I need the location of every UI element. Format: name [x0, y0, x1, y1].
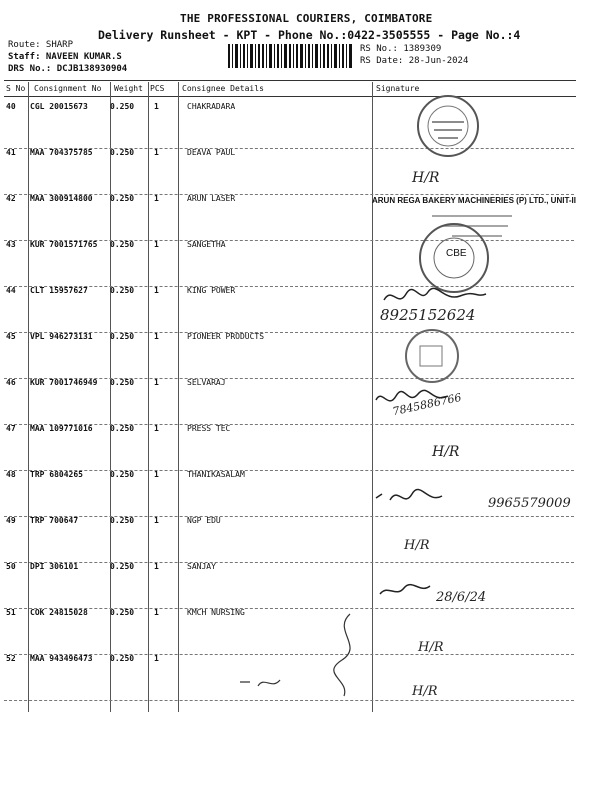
- row-pcs: 1: [154, 424, 159, 433]
- row-sno: 43: [6, 240, 16, 249]
- handwritten-signature-image: [320, 610, 370, 700]
- row-consignment: MAA 109771016: [30, 424, 93, 433]
- col-consignment: Consignment No: [34, 84, 102, 93]
- row-consignee: DEAVA PAUL: [187, 148, 236, 157]
- row-sno: 40: [6, 102, 16, 111]
- row-pcs: 1: [154, 654, 159, 663]
- table-row: [4, 654, 584, 700]
- row-sno: 42: [6, 194, 16, 203]
- barcode-image: [228, 44, 354, 68]
- row-sno: 47: [6, 424, 16, 433]
- table-top-border: [4, 80, 576, 81]
- row-sno: 44: [6, 286, 16, 295]
- row-weight: 0.250: [110, 516, 135, 525]
- row-pcs: 1: [154, 378, 159, 387]
- handwritten-signature-image: [376, 578, 436, 602]
- table-row: [4, 148, 584, 194]
- row-consignment: MAA 943496473: [30, 654, 93, 663]
- table-row: [4, 424, 584, 470]
- row-consignee: THANIKASALAM: [187, 470, 245, 479]
- signature-date: 28/6/24: [436, 590, 487, 605]
- signature-handwriting: H/R: [432, 444, 460, 460]
- route-label: Route: SHARP: [8, 40, 74, 50]
- row-weight: 0.250: [110, 608, 135, 617]
- row-pcs: 1: [154, 332, 159, 341]
- staff-label: Staff: NAVEEN KUMAR.S: [8, 52, 122, 62]
- table-row: [4, 102, 584, 148]
- signature-phone: 9965579009: [488, 496, 571, 511]
- col-signature: Signature: [376, 84, 420, 93]
- row-consignee: SELVARAJ: [187, 378, 226, 387]
- stamp-city-text: CBE: [446, 248, 467, 259]
- rs-date: RS Date: 28-Jun-2024: [360, 56, 469, 66]
- handwritten-signature-image: [372, 486, 462, 510]
- row-sno: 48: [6, 470, 16, 479]
- row-sno: 50: [6, 562, 16, 571]
- row-pcs: 1: [154, 608, 159, 617]
- row-consignment: VPL 946273131: [30, 332, 93, 341]
- signature-handwriting: H/R: [404, 538, 430, 553]
- row-weight: 0.250: [110, 424, 135, 433]
- rs-number: RS No.: 1389309: [360, 44, 442, 54]
- company-stamp-image: [412, 208, 522, 298]
- row-sno: 51: [6, 608, 16, 617]
- col-pcs: PCS: [150, 84, 165, 93]
- col-consignee: Consignee Details: [182, 84, 264, 93]
- row-consignment: CLT 15957627: [30, 286, 88, 295]
- row-consignment: KUR 7001746949: [30, 378, 98, 387]
- row-sno: 41: [6, 148, 16, 157]
- col-sno: S No: [6, 84, 26, 93]
- handwritten-signature-image: [380, 286, 490, 308]
- signature-phone: 7845886766: [391, 390, 463, 419]
- page-subtitle: Delivery Runsheet - KPT - Phone No.:0422-3505555 - Page No.:4: [98, 28, 521, 42]
- row-sno: 45: [6, 332, 16, 341]
- row-consignee: SANJAY: [187, 562, 216, 571]
- row-sno: 52: [6, 654, 16, 663]
- row-sno: 49: [6, 516, 16, 525]
- row-consignment: DPI 306101: [30, 562, 79, 571]
- drs-label: DRS No.: DCJB138930904: [8, 64, 128, 74]
- row-consignee: KMCH NURSING: [187, 608, 245, 617]
- row-divider: [4, 700, 574, 701]
- signature-phone: 8925152624: [380, 306, 476, 324]
- row-consignment: KUR 7001571765: [30, 240, 98, 249]
- row-pcs: 1: [154, 470, 159, 479]
- row-weight: 0.250: [110, 148, 135, 157]
- col-weight: Weight: [114, 84, 143, 93]
- company-stamp-text: ARUN REGA BAKERY MACHINERIES (P) LTD., UNIT-II: [372, 196, 577, 205]
- row-consignee: ARUN LASER: [187, 194, 236, 203]
- row-consignee: NGP EDU: [187, 516, 221, 525]
- page-title: THE PROFESSIONAL COURIERS, COIMBATORE: [180, 12, 433, 25]
- row-pcs: 1: [154, 194, 159, 203]
- row-weight: 0.250: [110, 332, 135, 341]
- row-pcs: 1: [154, 516, 159, 525]
- row-consignment: TRP 700647: [30, 516, 79, 525]
- row-consignment: CGL 20015673: [30, 102, 88, 111]
- row-weight: 0.250: [110, 562, 135, 571]
- pioneer-stamp-image: [396, 326, 468, 386]
- row-pcs: 1: [154, 286, 159, 295]
- table-row: [4, 516, 584, 562]
- row-consignee: CHAKRADARA: [187, 102, 236, 111]
- row-pcs: 1: [154, 562, 159, 571]
- signature-handwriting: H/R: [412, 684, 438, 699]
- table-row: [4, 562, 584, 608]
- row-consignment: MAA 704375785: [30, 148, 93, 157]
- table-row: [4, 608, 584, 654]
- row-weight: 0.250: [110, 286, 135, 295]
- row-weight: 0.250: [110, 654, 135, 663]
- row-weight: 0.250: [110, 102, 135, 111]
- row-consignee: KING POWER: [187, 286, 236, 295]
- row-consignee: PIONEER PRODUCTS: [187, 332, 265, 341]
- row-weight: 0.250: [110, 470, 135, 479]
- row-weight: 0.250: [110, 240, 135, 249]
- row-weight: 0.250: [110, 378, 135, 387]
- table-row: [4, 378, 584, 424]
- signature-handwriting: H/R: [418, 640, 444, 655]
- row-consignee: PRESS TEC: [187, 424, 231, 433]
- row-sno: 46: [6, 378, 16, 387]
- signature-handwriting: H/R: [412, 170, 440, 186]
- row-consignee: SANGETHA: [187, 240, 226, 249]
- round-stamp-image: [410, 92, 490, 162]
- row-consignment: COK 24815028: [30, 608, 88, 617]
- header-bottom-border: [4, 96, 576, 97]
- row-consignment: TRP 6804265: [30, 470, 83, 479]
- table-row: [4, 332, 584, 378]
- row-consignment: MAA 300914800: [30, 194, 93, 203]
- row-weight: 0.250: [110, 194, 135, 203]
- row-pcs: 1: [154, 148, 159, 157]
- row-pcs: 1: [154, 102, 159, 111]
- row-pcs: 1: [154, 240, 159, 249]
- handwritten-signature-image: [236, 672, 286, 692]
